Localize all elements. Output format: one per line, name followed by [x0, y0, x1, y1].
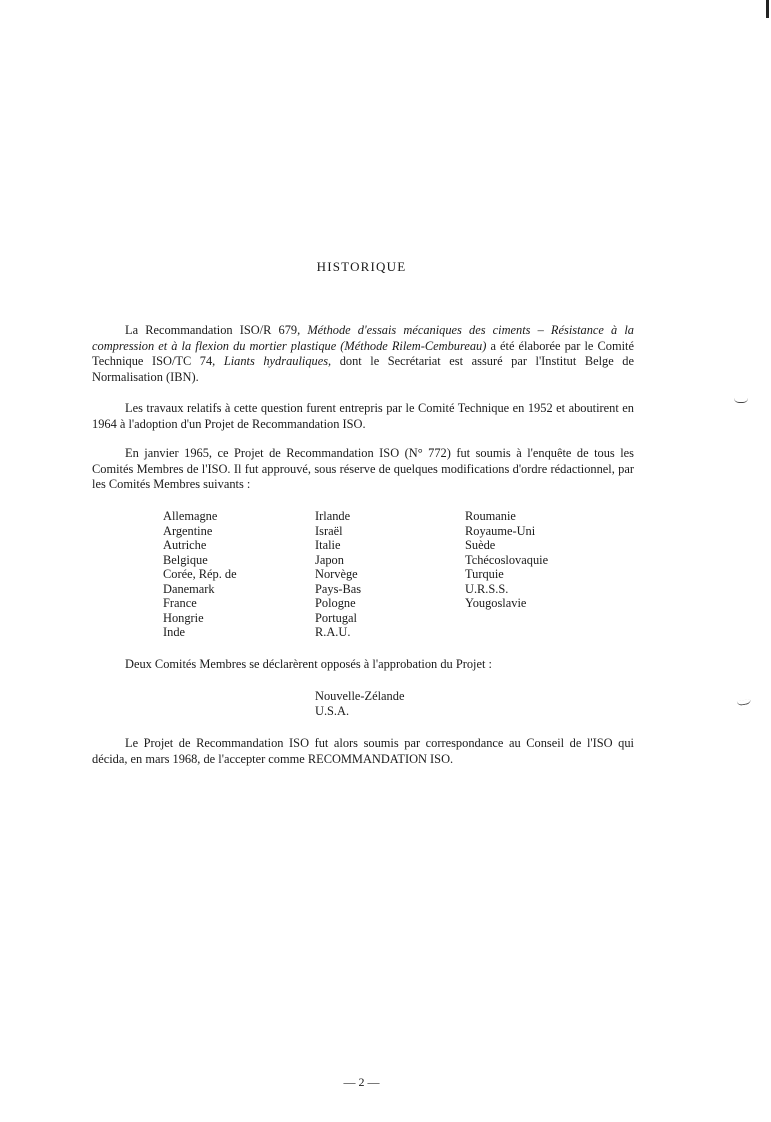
country-item: U.S.A. — [315, 703, 350, 718]
country-item: Irlande — [315, 509, 351, 523]
paragraph-inquiry — [92, 446, 634, 493]
country-item: Suède — [465, 538, 496, 552]
opposing-members-list — [315, 689, 404, 718]
paragraph-work-history-text: Les travaux relatifs à cette question furent entrepris par le Comité Technique en 1952 et aboutirent en 1964 à l'adoption d'un Projet de Recommandation ISO. — [92, 401, 634, 431]
country-item: Italie — [315, 538, 341, 552]
country-item: Portugal — [315, 610, 357, 625]
country-item: Inde — [163, 625, 186, 639]
country-item: Pologne — [315, 596, 356, 610]
country-item: Tchécoslovaquie — [465, 552, 549, 567]
approving-members-column-3 — [465, 509, 548, 611]
paragraph-work-history — [92, 401, 634, 432]
scan-mark — [737, 699, 752, 706]
country-item: Japon — [315, 552, 344, 567]
page-number: — 2 — — [343, 1075, 380, 1089]
paragraph-intro-part3: dont le Secrétariat est assuré par l'Institut Belge de Normalisation (IBN). — [92, 354, 634, 384]
paragraph-acceptance-text: Le Projet de Recommandation ISO fut alors soumis par correspondance au Conseil de l'ISO qui décida, en mars 1968, de l'accepter comme RECOMMANDATION ISO. — [92, 736, 634, 766]
country-item: Norvège — [315, 567, 358, 581]
country-item: Corée, Rép. de — [163, 567, 237, 581]
country-item: Autriche — [163, 538, 207, 552]
country-item: R.A.U. — [315, 625, 351, 639]
country-item: Yougoslavie — [465, 596, 527, 610]
paragraph-opposition-text: Deux Comités Membres se déclarèrent opposés à l'approbation du Projet : — [125, 657, 492, 671]
approving-members-column-2 — [315, 509, 361, 640]
country-item: Allemagne — [163, 509, 218, 523]
page-title: HISTORIQUE — [316, 259, 407, 274]
country-item: Royaume-Uni — [465, 523, 536, 538]
paragraph-intro-title: Méthode d'essais mécaniques des ciments – Résistance à la compression et à la flexion du mortier plastique (Méthode Rilem-Cembureau) — [92, 323, 634, 353]
country-item: Israël — [315, 523, 343, 538]
country-item: U.R.S.S. — [465, 581, 509, 596]
paragraph-opposition — [92, 657, 634, 673]
country-item: Roumanie — [465, 509, 516, 523]
approving-members-column-1 — [163, 509, 237, 640]
country-item: Turquie — [465, 567, 504, 581]
scan-mark — [734, 398, 748, 403]
paragraph-intro-part1: La Recommandation ISO/R 679, — [125, 323, 308, 337]
country-item: France — [163, 596, 197, 610]
paragraph-acceptance — [92, 736, 634, 767]
country-item: Belgique — [163, 552, 208, 567]
paragraph-intro-part2: a été élaborée par le Comité Technique ISO/TC 74, — [92, 338, 634, 369]
country-item: Pays-Bas — [315, 581, 362, 596]
country-item: Danemark — [163, 581, 215, 596]
paragraph-intro-committee: Liants hydrauliques, — [223, 354, 332, 369]
country-item: Nouvelle-Zélande — [315, 689, 405, 703]
paragraph-intro — [92, 323, 634, 385]
paragraph-inquiry-text: En janvier 1965, ce Projet de Recommandation ISO (N° 772) fut soumis à l'enquête de tous les Comités Membres de l'ISO. Il fut approuvé, sous réserve de quelques modifications d'ordre rédactionnel, par les Comités Membres suivants : — [92, 446, 634, 492]
country-item: Hongrie — [163, 610, 204, 625]
scan-edge-mark — [766, 0, 769, 18]
country-item: Argentine — [163, 523, 213, 538]
